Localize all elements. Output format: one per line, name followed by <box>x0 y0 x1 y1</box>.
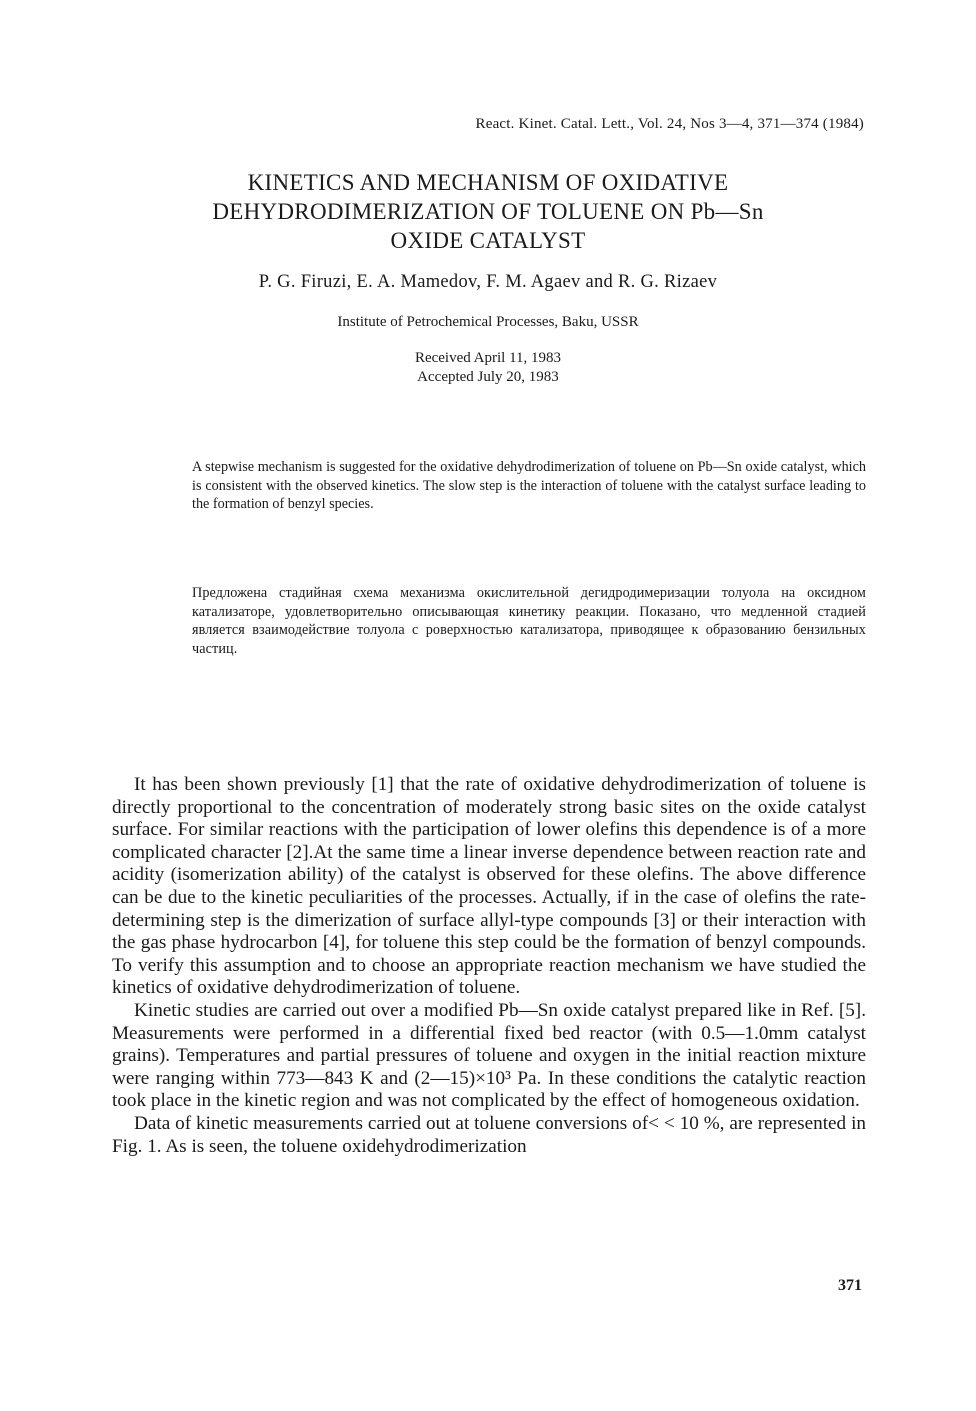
affiliation: Institute of Petrochemical Processes, Baku, USSR <box>337 314 639 330</box>
title-line: KINETICS AND MECHANISM OF OXIDATIVE <box>247 170 729 195</box>
abstract-english: A stepwise mechanism is suggested for the oxidative dehydrodimerization of toluene on Pb—Sn oxide catalyst, which is consistent with the observed kinetics. The slow step is the interaction of toluene with the catalyst surface leading to the formation of benzyl species. <box>192 459 866 513</box>
received-date: Received April 11, 1983 <box>414 350 562 366</box>
submission-dates <box>110 349 866 387</box>
title-line: DEHYDRODIMERIZATION OF TOLUENE ON Pb—Sn <box>212 199 764 224</box>
body-paragraph: Kinetic studies are carried out over a modified Pb—Sn oxide catalyst prepared like in Ref. [5]. Measurements were performed in a differential fixed bed reactor (with 0.5—1.0mm catalyst grains). Temperatures and partial pressures of toluene and oxygen in the initial reaction mixture were ranging within 773—843 K and (2—15)×10³ Pa. In these conditions the catalytic reaction took place in the kinetic region and was not complicated by the effect of homogeneous oxidation. <box>112 999 866 1112</box>
abstract-russian: Предложена стадийная схема механизма окислительной дегидродимеризации толуола на оксидном катализаторе, удовлетворительно описывающая кинетику реакции. Показано, что медленной стадией является взаимодействие толуола с роверхностью катализатора, приводящее к образованию бензильных частиц. <box>192 585 866 657</box>
page-number: 371 <box>838 1277 862 1294</box>
article-body <box>112 774 866 1158</box>
author-list: P. G. Firuzi, E. A. Mamedov, F. M. Agaev and R. G. Rizaev <box>258 272 718 292</box>
body-paragraph: It has been shown previously [1] that the rate of oxidative dehydrodimerization of toluene is directly proportional to the concentration of moderately strong basic sites on the oxide catalyst surface. For similar reactions with the participation of lower olefins this dependence is of a more complicated character [2].At the same time a linear inverse dependence between reaction rate and acidity (isomerization ability) of the catalyst is observed for these olefins. The above difference can be due to the kinetic peculiarities of the processes. Actually, if in the case of olefins the rate-determining step is the dimerization of surface allyl-type compounds [3] or their interaction with the gas phase hydrocarbon [4], for toluene this step could be the formation of benzyl compounds. To verify this assumption and to choose an appropriate reaction mechanism we have studied the kinetics of oxidative dehydrodimerization of toluene. <box>112 774 866 999</box>
title-line: OXIDE CATALYST <box>390 228 586 253</box>
journal-citation: React. Kinet. Catal. Lett., Vol. 24, Nos 3—4, 371—374 (1984) <box>475 116 864 132</box>
accepted-date: Accepted July 20, 1983 <box>417 369 559 385</box>
article-title <box>110 168 866 255</box>
body-paragraph: Data of kinetic measurements carried out at toluene conversions of< < 10 %, are represented in Fig. 1. As is seen, the toluene oxidehydrodimerization <box>112 1112 866 1157</box>
